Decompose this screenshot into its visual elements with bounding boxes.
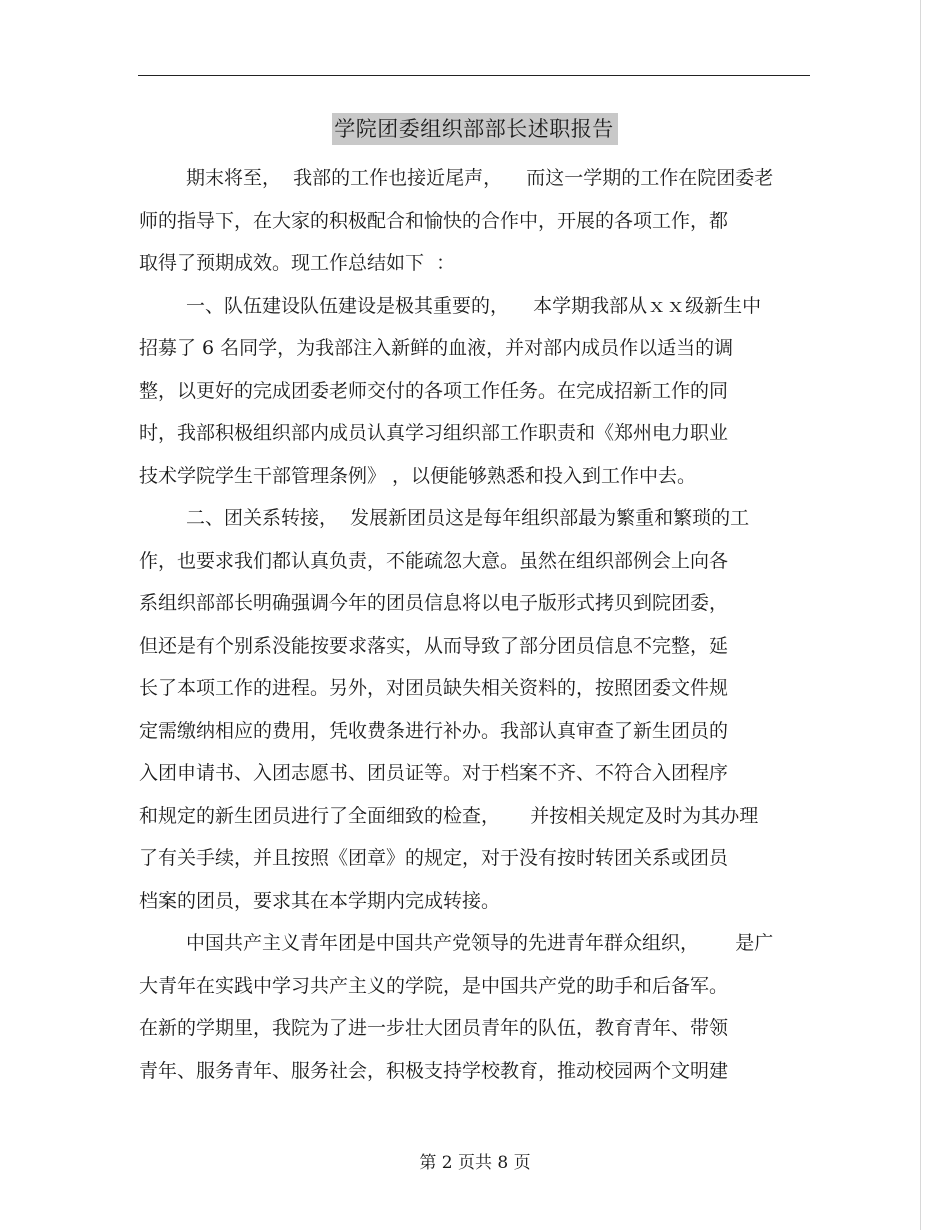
text-line: 在新的学期里，我院为了进一步壮大团员青年的队伍，教育青年、带领 (139, 1017, 729, 1039)
header-rule (138, 75, 810, 76)
text-line: 定需缴纳相应的费用，凭收费条进行补办。我部认真审查了新生团员的 (139, 719, 729, 742)
text-line: 中国共产主义青年团是中国共产党领导的先进青年群众组织， 是广 (186, 932, 774, 954)
text-line: 期末将至， 我部的工作也接近尾声， 而这一学期的工作在院团委老 (186, 167, 774, 189)
text-line: 时，我部积极组织部内成员认真学习组织部工作职责和《郑州电力职业 (139, 422, 729, 444)
text-line: 青年、服务青年、服务社会，积极支持学校教育，推动校园两个文明建 (139, 1059, 729, 1082)
text-line: 但还是有个别系没能按要求落实，从而导致了部分团员信息不完整，延 (139, 634, 729, 657)
text-line: 取得了预期成效。现工作总结如下 ： (139, 252, 456, 274)
text-line: 整，以更好的完成团委老师交付的各项工作任务。在完成招新工作的同 (139, 379, 729, 402)
text-line: 二、团关系转接， 发展新团员这是每年组织部最为繁重和繁琐的工 (186, 507, 750, 529)
text-line: 档案的团员，要求其在本学期内完成转接。 (139, 889, 501, 912)
document-title: 学院团委组织部部长述职报告 (332, 113, 618, 145)
text-line: 大青年在实践中学习共产主义的学院，是中国共产党的助手和后备军。 (139, 974, 729, 997)
page-footer: 第 2 页共 8 页 (419, 1153, 531, 1173)
page-edge (920, 0, 921, 1230)
text-line: 师的指导下，在大家的积极配合和愉快的合作中，开展的各项工作，都 (139, 209, 729, 232)
document-body (139, 157, 811, 1092)
text-line: 技术学院学生干部管理条例》 ，以便能够熟悉和投入到工作中去。 (139, 464, 697, 487)
text-line: 一、队伍建设队伍建设是极其重要的， 本学期我部从ｘｘ级新生中 (186, 294, 762, 317)
text-line: 系组织部部长明确强调今年的团员信息将以电子版形式拷贝到院团委， (139, 592, 729, 614)
text-line: 了有关手续，并且按照《团章》的规定，对于没有按时转团关系或团员 (139, 847, 729, 869)
text-line: 和规定的新生团员进行了全面细致的检查， 并按相关规定及时为其办理 (139, 804, 759, 827)
text-line: 入团申请书、入团志愿书、团员证等。对于档案不齐、不符合入团程序 (139, 762, 729, 784)
text-line: 作，也要求我们都认真负责，不能疏忽大意。虽然在组织部例会上向各 (139, 549, 729, 572)
text-line: 招募了 6 名同学，为我部注入新鲜的血液，并对部内成员作以适当的调 (139, 337, 734, 359)
title-container (0, 113, 950, 145)
text-line: 长了本项工作的进程。另外，对团员缺失相关资料的，按照团委文件规 (139, 677, 729, 699)
